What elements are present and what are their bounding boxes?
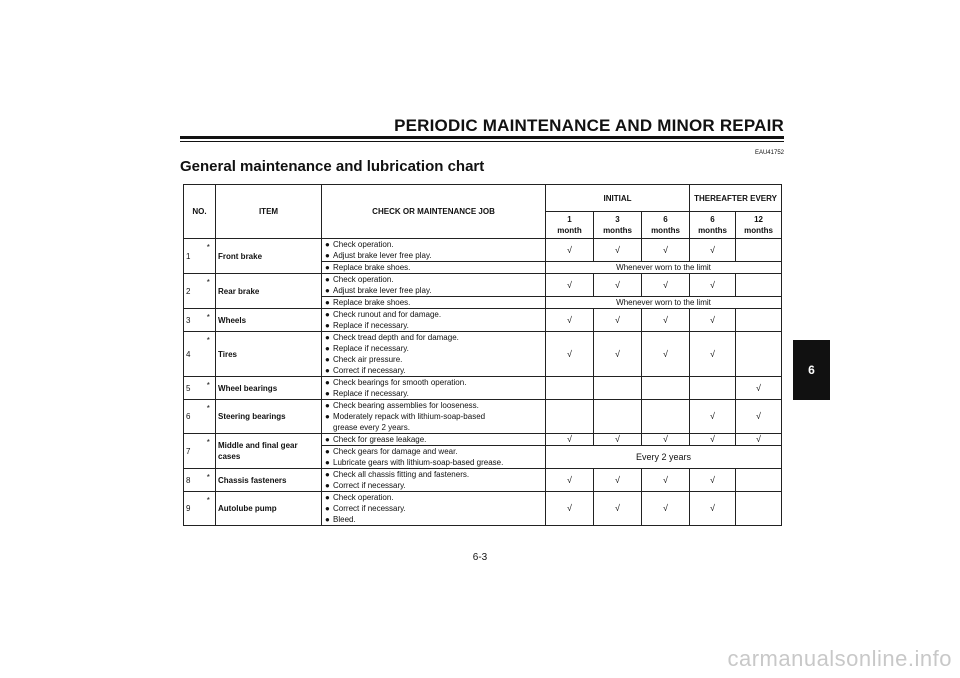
interval-mark: √	[736, 377, 782, 400]
row-star: *	[202, 377, 216, 400]
row-star: *	[202, 492, 216, 526]
header-job: CHECK OR MAINTENANCE JOB	[322, 185, 546, 239]
job-text: Adjust brake lever free play.	[333, 286, 432, 295]
row-star: *	[202, 434, 216, 469]
bullet-icon: ●	[325, 435, 330, 444]
job-item	[324, 377, 543, 388]
interval-mark: √	[546, 309, 594, 332]
bullet-icon: ●	[325, 447, 330, 456]
job-item	[324, 446, 543, 457]
interval-mark: √	[642, 434, 690, 446]
job-item	[324, 365, 543, 376]
row-item: Wheel bearings	[216, 377, 322, 400]
row-star: *	[202, 332, 216, 377]
interval-mark: √	[594, 434, 642, 446]
interval-mark	[594, 400, 642, 434]
job-list	[324, 274, 543, 296]
bullet-icon: ●	[325, 366, 330, 375]
job-text: Lubricate gears with lithium-soap-based grease.	[333, 458, 504, 467]
bullet-icon: ●	[325, 286, 330, 295]
job-list	[324, 239, 543, 261]
header-thereafter: THEREAFTER EVERY	[690, 185, 782, 212]
row-number: 9	[184, 492, 202, 526]
job-item	[324, 320, 543, 331]
header-rule	[180, 136, 784, 139]
table-row	[184, 492, 782, 526]
job-text: Replace if necessary.	[333, 389, 409, 398]
job-item	[324, 309, 543, 320]
bullet-icon: ●	[325, 321, 330, 330]
interval-mark	[594, 377, 642, 400]
job-item	[324, 285, 543, 296]
bullet-icon: ●	[325, 298, 330, 307]
job-list	[324, 469, 543, 491]
bullet-icon: ●	[325, 470, 330, 479]
bullet-icon: ●	[325, 333, 330, 342]
row-item: Autolube pump	[216, 492, 322, 526]
row-number: 4	[184, 332, 202, 377]
row-item: Wheels	[216, 309, 322, 332]
interval-mark: √	[690, 400, 736, 434]
row-number: 6	[184, 400, 202, 434]
table-row	[184, 239, 782, 262]
row-number: 7	[184, 434, 202, 469]
row-item: Front brake	[216, 239, 322, 274]
job-list	[324, 492, 543, 525]
job-item	[324, 514, 543, 525]
bullet-icon: ●	[325, 515, 330, 524]
job-list	[324, 262, 543, 273]
job-text: Moderately repack with lithium-soap-based	[333, 412, 486, 421]
job-text: grease every 2 years.	[333, 423, 410, 432]
interval-mark	[690, 377, 736, 400]
period-unit: months	[744, 226, 773, 235]
row-item: Chassis fasteners	[216, 469, 322, 492]
table-row	[184, 309, 782, 332]
job-text: Check operation.	[333, 275, 394, 284]
row-job	[322, 332, 546, 377]
interval-mark: √	[546, 274, 594, 297]
job-text: Correct if necessary.	[333, 366, 406, 375]
bullet-icon: ●	[325, 263, 330, 272]
bullet-icon: ●	[325, 251, 330, 260]
row-number: 5	[184, 377, 202, 400]
page-header-title: PERIODIC MAINTENANCE AND MINOR REPAIR	[394, 116, 784, 135]
job-text: Replace brake shoes.	[333, 263, 411, 272]
interval-mark	[546, 400, 594, 434]
job-text: Check air pressure.	[333, 355, 403, 364]
watermark: carmanualsonline.info	[727, 646, 952, 671]
job-item	[324, 274, 543, 285]
page-number: 6-3	[472, 552, 488, 563]
row-sub-job	[322, 297, 546, 309]
job-text: Replace if necessary.	[333, 321, 409, 330]
interval-mark	[736, 274, 782, 297]
header-no: NO.	[184, 185, 216, 239]
row-job	[322, 434, 546, 446]
job-text: Check operation.	[333, 493, 394, 502]
interval-mark: √	[594, 309, 642, 332]
job-item	[324, 250, 543, 261]
period-number: 6	[663, 215, 668, 224]
job-list	[324, 309, 543, 331]
maintenance-chart	[183, 184, 782, 526]
interval-mark: √	[690, 434, 736, 446]
bullet-icon: ●	[325, 458, 330, 467]
row-sub-job	[322, 262, 546, 274]
bullet-icon: ●	[325, 355, 330, 364]
bullet-icon: ●	[325, 275, 330, 284]
interval-mark: √	[690, 239, 736, 262]
interval-mark: √	[594, 492, 642, 526]
row-star: *	[202, 469, 216, 492]
job-item	[324, 262, 543, 273]
row-sub-job	[322, 446, 546, 469]
row-number: 8	[184, 469, 202, 492]
row-job	[322, 239, 546, 262]
bullet-icon: ●	[325, 310, 330, 319]
job-text: Check bearings for smooth operation.	[333, 378, 467, 387]
job-text: Bleed.	[333, 515, 356, 524]
job-list	[324, 297, 543, 308]
row-star: *	[202, 274, 216, 309]
job-item	[324, 332, 543, 343]
job-text: Check tread depth and for damage.	[333, 333, 459, 342]
interval-mark: √	[594, 239, 642, 262]
interval-mark	[736, 309, 782, 332]
header-period	[736, 212, 782, 239]
header-period	[690, 212, 736, 239]
job-item	[324, 343, 543, 354]
interval-mark: √	[546, 332, 594, 377]
period-unit: month	[557, 226, 582, 235]
job-item	[324, 400, 543, 411]
bullet-icon: ●	[325, 344, 330, 353]
job-item	[324, 469, 543, 480]
row-job	[322, 400, 546, 434]
job-list	[324, 446, 543, 468]
interval-mark: √	[642, 309, 690, 332]
row-star: *	[202, 239, 216, 274]
interval-mark: √	[736, 434, 782, 446]
job-text: Check operation.	[333, 240, 394, 249]
job-item	[324, 480, 543, 491]
bullet-icon: ●	[325, 481, 330, 490]
table-row	[184, 469, 782, 492]
job-text: Check gears for damage and wear.	[333, 447, 458, 456]
row-item: Steering bearings	[216, 400, 322, 434]
job-list	[324, 332, 543, 376]
period-unit: months	[651, 226, 680, 235]
bullet-icon: ●	[325, 504, 330, 513]
job-text: Check for grease leakage.	[333, 435, 427, 444]
job-text: Replace if necessary.	[333, 344, 409, 353]
job-item	[324, 457, 543, 468]
row-number: 2	[184, 274, 202, 309]
interval-mark: √	[546, 492, 594, 526]
table-row	[184, 400, 782, 434]
period-number: 1	[567, 215, 572, 224]
job-text: Adjust brake lever free play.	[333, 251, 432, 260]
period-number: 12	[754, 215, 763, 224]
job-list	[324, 377, 543, 399]
interval-mark: √	[642, 492, 690, 526]
interval-mark: √	[690, 492, 736, 526]
row-item: Rear brake	[216, 274, 322, 309]
interval-mark: √	[736, 400, 782, 434]
job-item	[324, 388, 543, 399]
period-unit: months	[603, 226, 632, 235]
interval-span: Whenever worn to the limit	[546, 262, 782, 274]
bullet-icon: ●	[325, 412, 330, 421]
interval-span: Whenever worn to the limit	[546, 297, 782, 309]
job-item	[324, 434, 543, 445]
bullet-icon: ●	[325, 378, 330, 387]
interval-mark: √	[642, 274, 690, 297]
interval-mark	[736, 492, 782, 526]
header-period	[546, 212, 594, 239]
interval-mark: √	[690, 469, 736, 492]
table-row	[184, 332, 782, 377]
row-job	[322, 377, 546, 400]
section-title: General maintenance and lubrication chart	[180, 158, 485, 175]
period-number: 3	[615, 215, 620, 224]
interval-mark: √	[642, 239, 690, 262]
table-row	[184, 377, 782, 400]
row-item: Tires	[216, 332, 322, 377]
job-item	[324, 411, 543, 422]
section-code: EAU41752	[754, 150, 784, 156]
bullet-icon: ●	[325, 389, 330, 398]
row-star: *	[202, 400, 216, 434]
header-item: ITEM	[216, 185, 322, 239]
interval-mark: √	[594, 332, 642, 377]
job-text: Correct if necessary.	[333, 481, 406, 490]
row-item: Middle and final gear cases	[216, 434, 322, 469]
job-list	[324, 434, 543, 445]
job-text: Check all chassis fitting and fasteners.	[333, 470, 470, 479]
header-initial: INITIAL	[546, 185, 690, 212]
header-rule-thin	[180, 141, 784, 142]
interval-span: Every 2 years	[546, 446, 782, 469]
interval-mark: √	[690, 332, 736, 377]
bullet-icon: ●	[325, 240, 330, 249]
job-text: Check bearing assemblies for looseness.	[333, 401, 479, 410]
table-row	[184, 434, 782, 446]
job-item	[324, 422, 543, 433]
row-number: 1	[184, 239, 202, 274]
interval-mark	[642, 400, 690, 434]
row-job	[322, 309, 546, 332]
interval-mark: √	[642, 469, 690, 492]
interval-mark: √	[546, 434, 594, 446]
interval-mark	[546, 377, 594, 400]
job-text: Check runout and for damage.	[333, 310, 442, 319]
interval-mark	[736, 239, 782, 262]
interval-mark: √	[690, 274, 736, 297]
job-item	[324, 297, 543, 308]
row-job	[322, 274, 546, 297]
interval-mark	[736, 332, 782, 377]
job-item	[324, 503, 543, 514]
job-text: Correct if necessary.	[333, 504, 406, 513]
bullet-icon: ●	[325, 401, 330, 410]
period-number: 6	[710, 215, 715, 224]
job-text: Replace brake shoes.	[333, 298, 411, 307]
job-list	[324, 400, 543, 433]
interval-mark	[642, 377, 690, 400]
job-item	[324, 492, 543, 503]
bullet-icon: ●	[325, 493, 330, 502]
period-unit: months	[698, 226, 727, 235]
table-row	[184, 274, 782, 297]
row-job	[322, 492, 546, 526]
interval-mark: √	[546, 239, 594, 262]
header-period	[642, 212, 690, 239]
header-period	[594, 212, 642, 239]
interval-mark: √	[594, 469, 642, 492]
row-job	[322, 469, 546, 492]
interval-mark: √	[642, 332, 690, 377]
interval-mark	[736, 469, 782, 492]
chapter-tab: 6	[793, 340, 830, 400]
interval-mark: √	[546, 469, 594, 492]
job-item	[324, 354, 543, 365]
job-item	[324, 239, 543, 250]
interval-mark: √	[594, 274, 642, 297]
interval-mark: √	[690, 309, 736, 332]
row-star: *	[202, 309, 216, 332]
row-number: 3	[184, 309, 202, 332]
